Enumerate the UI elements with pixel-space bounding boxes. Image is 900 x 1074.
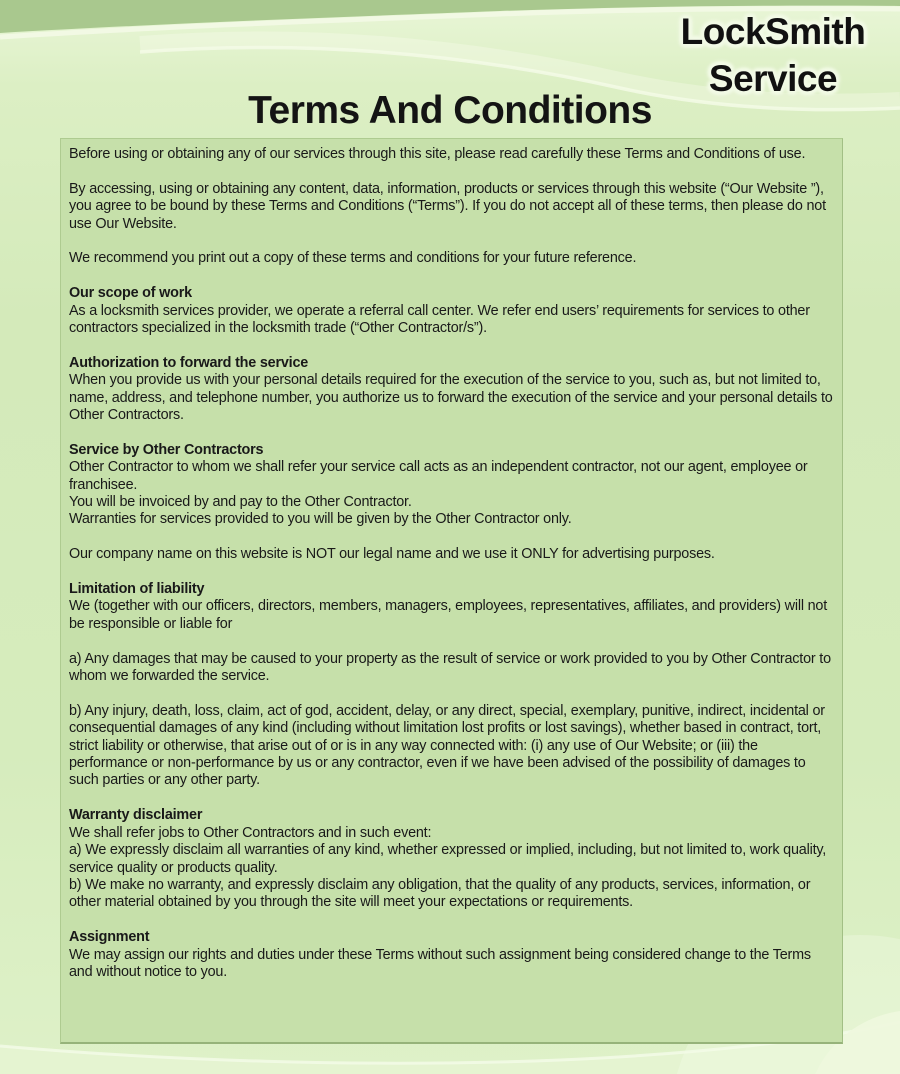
terms-paragraph: You will be invoiced by and pay to the Other Contractor. — [69, 494, 412, 511]
terms-paragraph: a) We expressly disclaim all warranties of any kind, whether expressed or implied, including, but not limited to, work quality, service quality or products quality. — [69, 842, 827, 876]
terms-paragraph: Other Contractor to whom we shall refer your service call acts as an independent contractor, not our agent, employee or franchisee. — [69, 459, 808, 493]
heading-service-by-other-contractors: Service by Other Contractors — [69, 441, 264, 458]
heading-limitation-of-liability: Limitation of liability — [69, 581, 205, 598]
terms-paragraph: We recommend you print out a copy of these terms and conditions for your future reference. — [69, 250, 637, 267]
terms-paragraph: Before using or obtaining any of our services through this site, please read carefully these Terms and Conditions of use. — [69, 146, 806, 162]
terms-paragraph: As a locksmith services provider, we operate a referral call center. We refer end users’ requirements for services to other contractors specialized in the locksmith trade (“Other Contractor/s”). — [69, 302, 810, 337]
terms-panel — [60, 138, 843, 1044]
heading-our-scope-of-work: Our scope of work — [69, 285, 192, 302]
terms-paragraph: b) Any injury, death, loss, claim, act of god, accident, delay, or any direct, special, exemplary, punitive, indirect, incidental or consequential damages of any kind (including without limitation lost profits or lost savings), whether based in contract, tort, strict liability or otherwise, that arise out of or is in any way connected with: (i) any use of Our Website; or (iii) the performance or non-performance by us or any contractor, even if we have been advised of the possibility of damages to such parties or any other party. — [69, 702, 825, 789]
heading-authorization-to-forward-the-service: Authorization to forward the service — [69, 354, 309, 371]
logo-line2: Service — [708, 58, 838, 99]
heading-warranty-disclaimer: Warranty disclaimer — [69, 807, 203, 824]
terms-paragraph: Our company name on this website is NOT our legal name and we use it ONLY for advertising purposes. — [69, 546, 715, 563]
heading-assignment: Assignment — [69, 929, 150, 946]
logo — [658, 8, 888, 102]
terms-paragraph: Warranties for services provided to you will be given by the Other Contractor only. — [69, 511, 572, 528]
terms-paragraph: We shall refer jobs to Other Contractors and in such event: — [69, 824, 432, 841]
terms-paragraph: b) We make no warranty, and expressly disclaim any obligation, that the quality of any products, services, information, or other material obtained by you through the site will meet your expectations or requirements. — [69, 876, 811, 911]
terms-paragraph: When you provide us with your personal details required for the execution of the service to you, such as, but not limited to, name, address, and telephone number, you authorize us to forward the execution of the service and your personal details to Other Contractors. — [69, 372, 833, 424]
page-title: Terms And Conditions — [248, 89, 652, 132]
terms-paragraph: We (together with our officers, directors, members, managers, employees, representatives, affiliates, and providers) will not be responsible or liable for — [69, 598, 828, 632]
terms-paragraph: a) Any damages that may be caused to your property as the result of service or work provided to you by Other Contractor to whom we forwarded the service. — [69, 650, 831, 685]
terms-paragraph: We may assign our rights and duties under these Terms without such assignment being considered change to the Terms and without notice to you. — [69, 946, 811, 980]
terms-paragraph: By accessing, using or obtaining any content, data, information, products or services through this website (“Our Website ”), you agree to be bound by these Terms and Conditions (“Terms”). If you do not accept all of these terms, then please do not use Our Website. — [69, 180, 826, 232]
logo-line1: LockSmith — [680, 11, 866, 52]
